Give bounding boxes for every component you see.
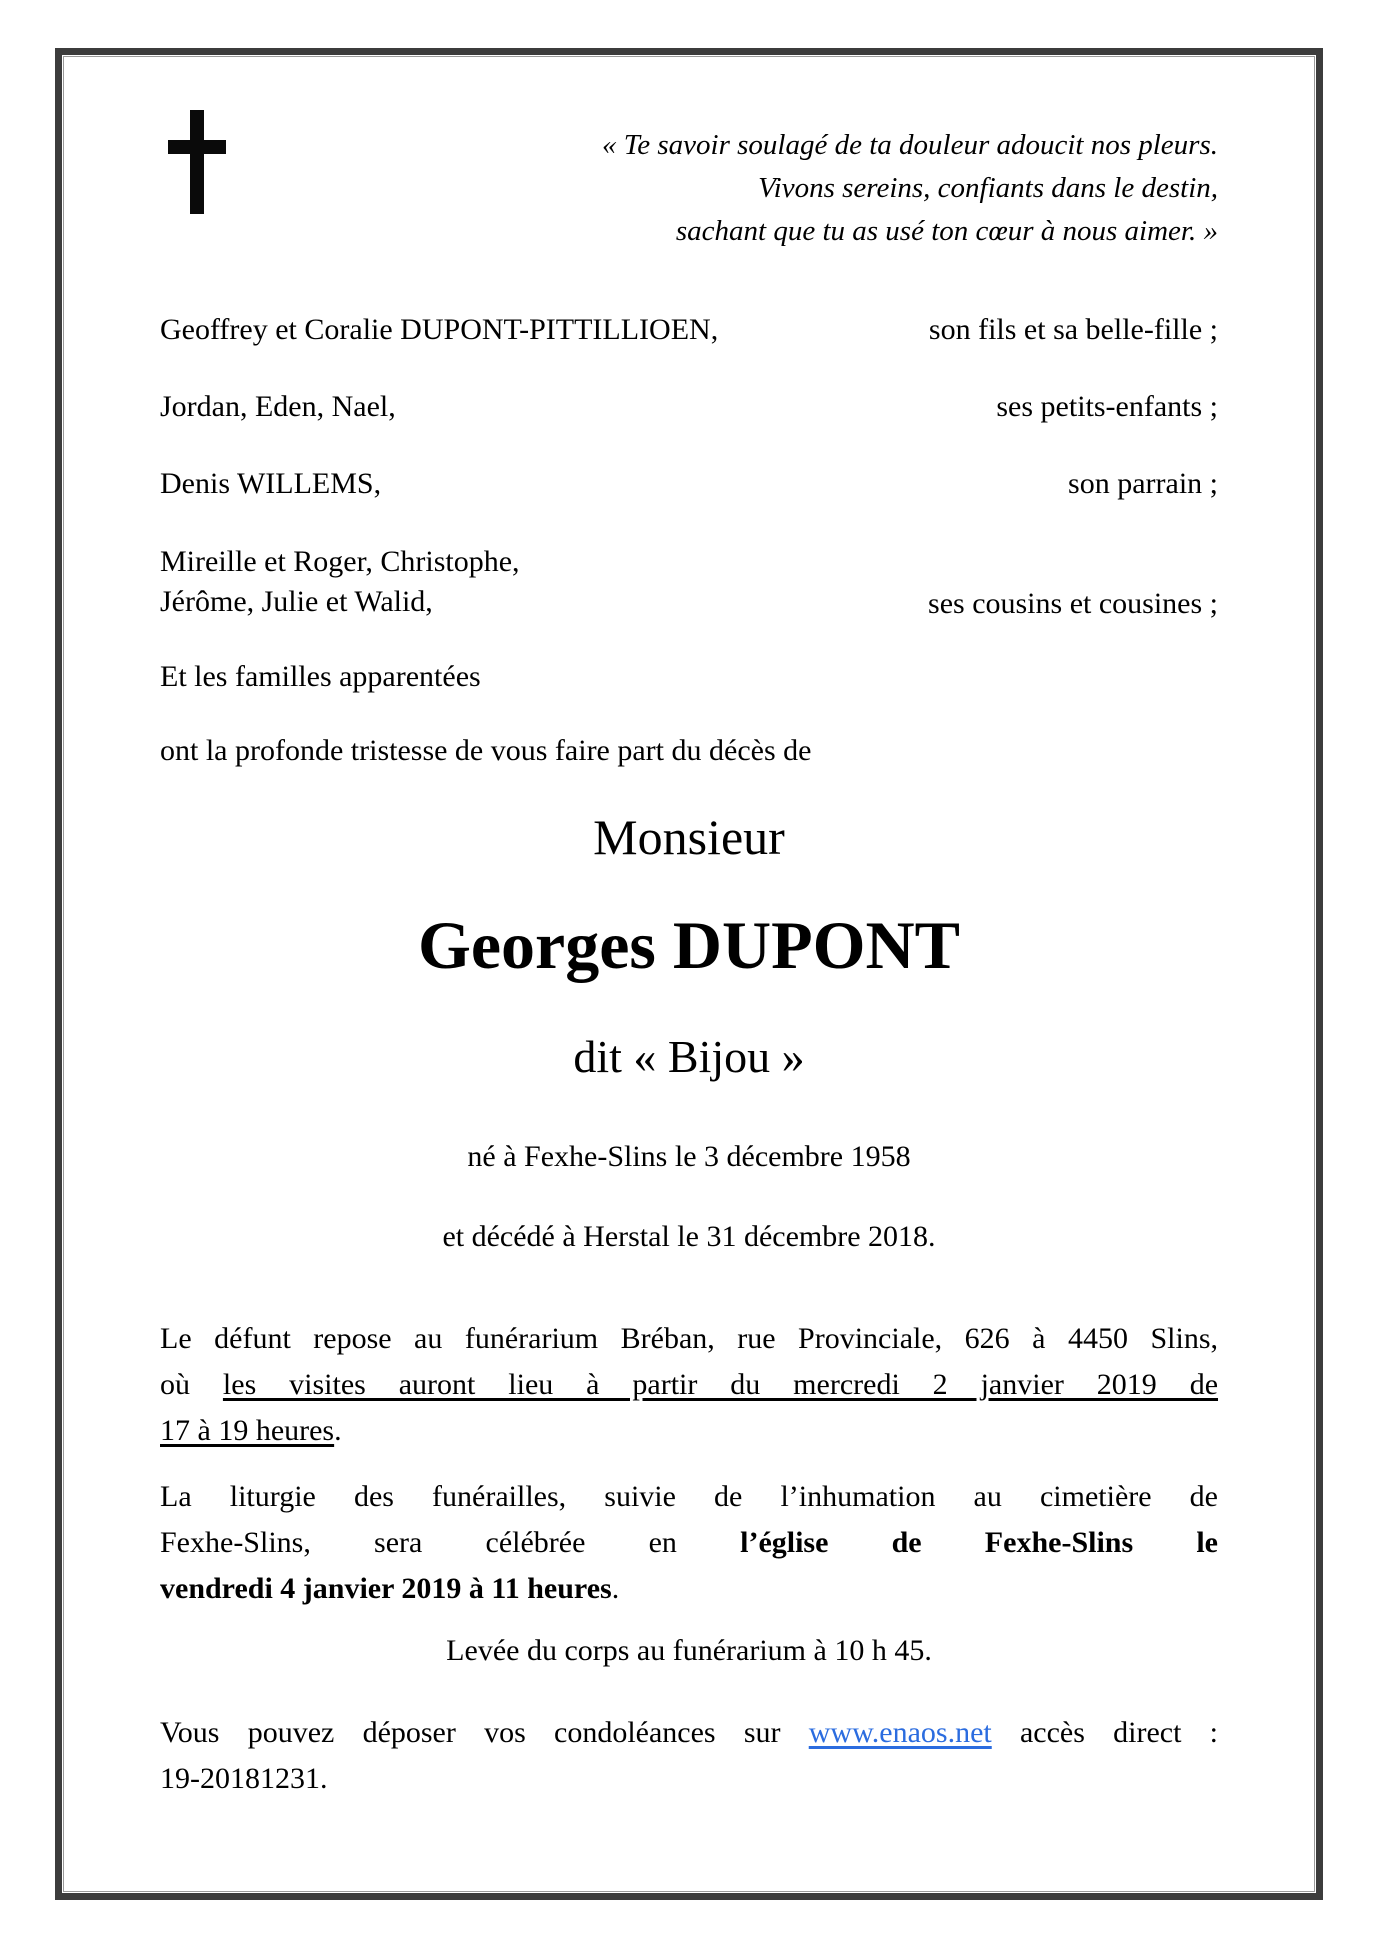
repose-line-2-plain: où bbox=[160, 1368, 223, 1401]
family-relation: ses cousins et cousines ; bbox=[928, 587, 1218, 620]
family-relation: son parrain ; bbox=[1068, 467, 1218, 500]
announcement-line: ont la profonde tristesse de vous faire part du décès de bbox=[160, 734, 812, 767]
family-row-godfather bbox=[160, 466, 1218, 502]
families-line: Et les familles apparentées bbox=[160, 660, 481, 693]
death-line: et décédé à Herstal le 31 décembre 2018. bbox=[442, 1220, 936, 1253]
repose-line-3-underlined: 17 à 19 heures bbox=[160, 1414, 335, 1447]
deceased-name: Georges DUPONT bbox=[417, 907, 960, 983]
repose-line-3-suffix: . bbox=[334, 1414, 342, 1447]
quote-line-2: Vivons sereins, confiants dans le destin, bbox=[758, 172, 1218, 204]
latin-cross-icon bbox=[168, 110, 226, 214]
family-row-cousins bbox=[160, 542, 1218, 622]
condolences-text: Vous pouvez déposer vos condoléances sur bbox=[160, 1716, 809, 1749]
liturgy-line-3 bbox=[160, 1566, 1218, 1612]
quote-line-1: « Te savoir soulagé de ta douleur adoucit nos pleurs. bbox=[602, 129, 1218, 161]
deceased-nickname: dit « Bijou » bbox=[573, 1031, 805, 1082]
memorial-quote bbox=[602, 124, 1218, 253]
family-names bbox=[160, 542, 520, 622]
repose-line-2 bbox=[160, 1362, 1218, 1408]
family-names: Geoffrey et Coralie DUPONT-PITTILLIOEN, bbox=[160, 313, 719, 346]
condolences-paragraph bbox=[160, 1710, 1218, 1802]
birth-line: né à Fexhe-Slins le 3 décembre 1958 bbox=[467, 1140, 911, 1173]
repose-line-3 bbox=[160, 1408, 1218, 1454]
family-names: Denis WILLEMS, bbox=[160, 467, 382, 500]
repose-paragraph bbox=[160, 1316, 1218, 1454]
family-names: Jordan, Eden, Nael, bbox=[160, 390, 396, 423]
deceased-title: Monsieur bbox=[593, 809, 785, 865]
family-row-son bbox=[160, 312, 1218, 348]
family-row-grandchildren bbox=[160, 389, 1218, 425]
family-relation: ses petits-enfants ; bbox=[996, 390, 1218, 423]
cross-vertical-bar bbox=[190, 110, 204, 214]
condolences-line-2: 19-20181231. bbox=[160, 1762, 328, 1795]
family-names-line-2: Jérôme, Julie et Walid, bbox=[160, 585, 433, 618]
cross-horizontal-bar bbox=[168, 140, 226, 154]
condolences-suffix: accès direct : bbox=[991, 1716, 1219, 1749]
liturgy-line-2 bbox=[160, 1520, 1218, 1566]
family-relation: son fils et sa belle-fille ; bbox=[928, 313, 1218, 346]
enaos-link[interactable]: www.enaos.net bbox=[808, 1716, 992, 1749]
liturgy-line-3-suffix: . bbox=[611, 1572, 620, 1605]
liturgy-line-2-bold: l’église de Fexhe-Slins le bbox=[740, 1526, 1218, 1559]
quote-line-3: sachant que tu as usé ton cœur à nous aimer. » bbox=[675, 215, 1218, 247]
liturgy-line-2-plain: Fexhe-Slins, sera célébrée en bbox=[160, 1526, 741, 1559]
repose-line-2-underlined: les visites auront lieu à partir du mercredi 2 janvier 2019 de bbox=[222, 1368, 1219, 1401]
condolences-line-1 bbox=[160, 1710, 1218, 1756]
repose-line-1: Le défunt repose au funérarium Bréban, rue Provinciale, 626 à 4450 Slins, bbox=[160, 1322, 1218, 1355]
liturgy-line-1: La liturgie des funérailles, suivie de l’inhumation au cimetière de bbox=[160, 1480, 1218, 1513]
liturgy-line-3-bold: vendredi 4 janvier 2019 à 11 heures bbox=[160, 1572, 612, 1605]
family-names-line-1: Mireille et Roger, Christophe, bbox=[160, 545, 520, 578]
levee-line: Levée du corps au funérarium à 10 h 45. bbox=[446, 1634, 932, 1667]
liturgy-paragraph bbox=[160, 1474, 1218, 1612]
